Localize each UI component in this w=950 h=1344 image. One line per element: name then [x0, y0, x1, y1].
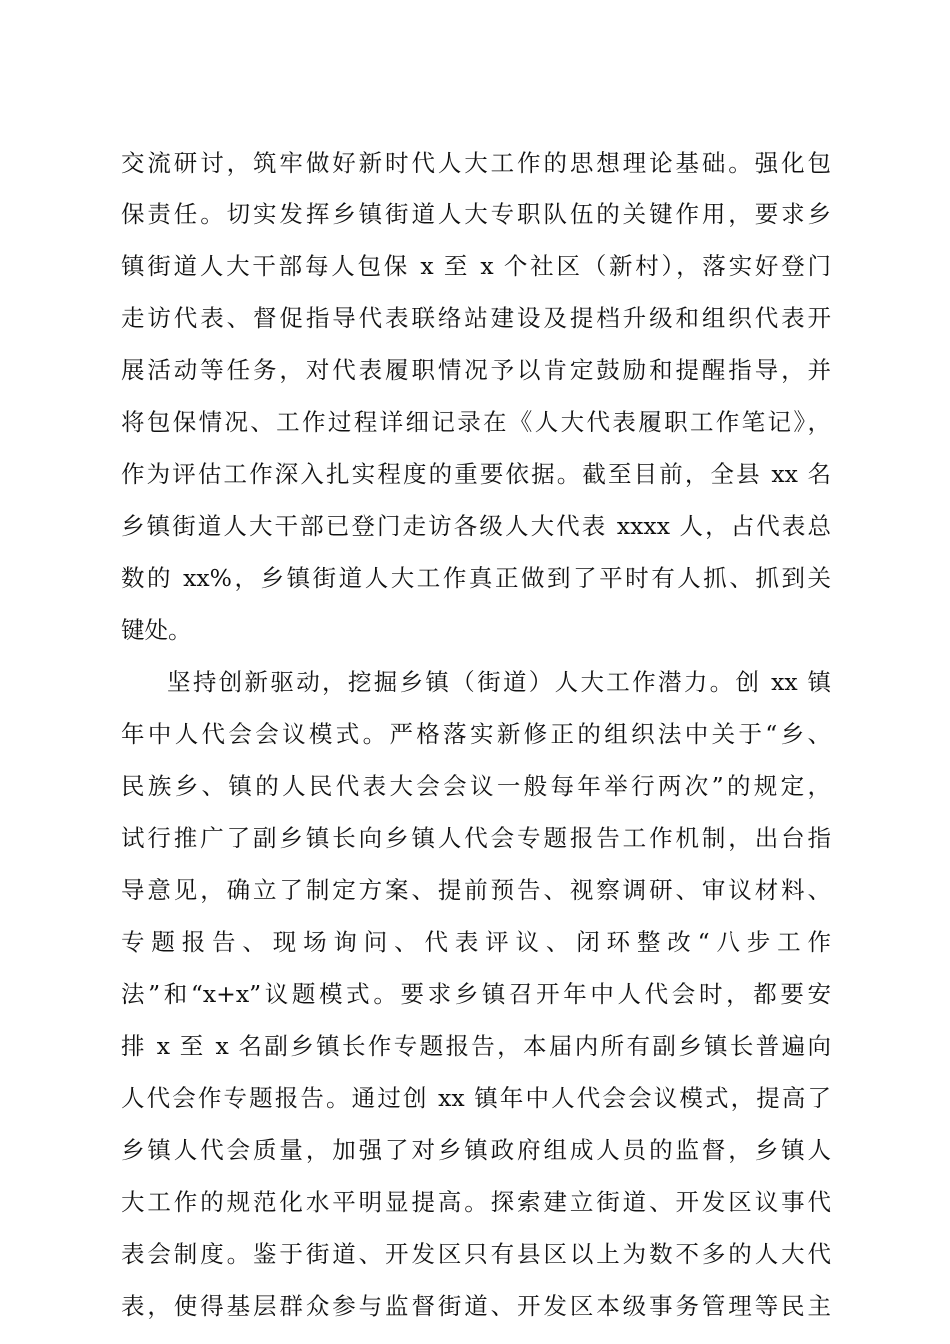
text-line: 试行推广了副乡镇长向乡镇人代会专题报告工作机制，出台指 — [121, 824, 831, 852]
text-line: 乡镇街道人大干部已登门走访各级人大代表 xxxx 人，占代表总 — [121, 512, 831, 540]
text-line: 乡镇人代会质量，加强了对乡镇政府组成人员的监督，乡镇人 — [121, 1136, 831, 1164]
text-line: 导意见，确立了制定方案、提前预告、视察调研、审议材料、 — [121, 876, 831, 904]
text-line: 交流研讨，筑牢做好新时代人大工作的思想理论基础。强化包 — [121, 149, 831, 177]
text-line: 保责任。切实发挥乡镇街道人大专职队伍的关键作用，要求乡 — [121, 200, 831, 228]
text-line: 专题报告、现场询问、代表评议、闭环整改“八步工作 — [121, 928, 831, 956]
text-line: 人代会作专题报告。通过创 xx 镇年中人代会会议模式，提高了 — [121, 1084, 831, 1112]
text-line: 数的 xx%，乡镇街道人大工作真正做到了平时有人抓、抓到关 — [121, 564, 831, 592]
text-line: 年中人代会会议模式。严格落实新修正的组织法中关于“乡、 — [121, 720, 831, 748]
text-line: 镇街道人大干部每人包保 x 至 x 个社区（新村），落实好登门 — [121, 252, 831, 280]
text-line: 表会制度。鉴于街道、开发区只有县区以上为数不多的人大代 — [121, 1240, 831, 1268]
text-line: 排 x 至 x 名副乡镇长作专题报告，本届内所有副乡镇长普遍向 — [121, 1032, 831, 1060]
text-line: 大工作的规范化水平明显提高。探索建立街道、开发区议事代 — [121, 1188, 831, 1216]
text-line: 民族乡、镇的人民代表大会会议一般每年举行两次”的规定， — [121, 772, 831, 800]
text-line: 展活动等任务，对代表履职情况予以肯定鼓励和提醒指导，并 — [121, 356, 831, 384]
text-line: 坚持创新驱动，挖掘乡镇（街道）人大工作潜力。创 xx 镇 — [167, 668, 831, 696]
text-line: 键处。 — [121, 616, 192, 644]
text-line: 将包保情况、工作过程详细记录在《人大代表履职工作笔记》， — [121, 408, 831, 436]
text-line: 法”和“x+x”议题模式。要求乡镇召开年中人代会时，都要安 — [121, 980, 831, 1008]
text-line: 走访代表、督促指导代表联络站建设及提档升级和组织代表开 — [121, 304, 831, 332]
text-line: 表，使得基层群众参与监督街道、开发区本级事务管理等民主 — [121, 1292, 831, 1320]
text-line: 作为评估工作深入扎实程度的重要依据。截至目前，全县 xx 名 — [121, 460, 831, 488]
